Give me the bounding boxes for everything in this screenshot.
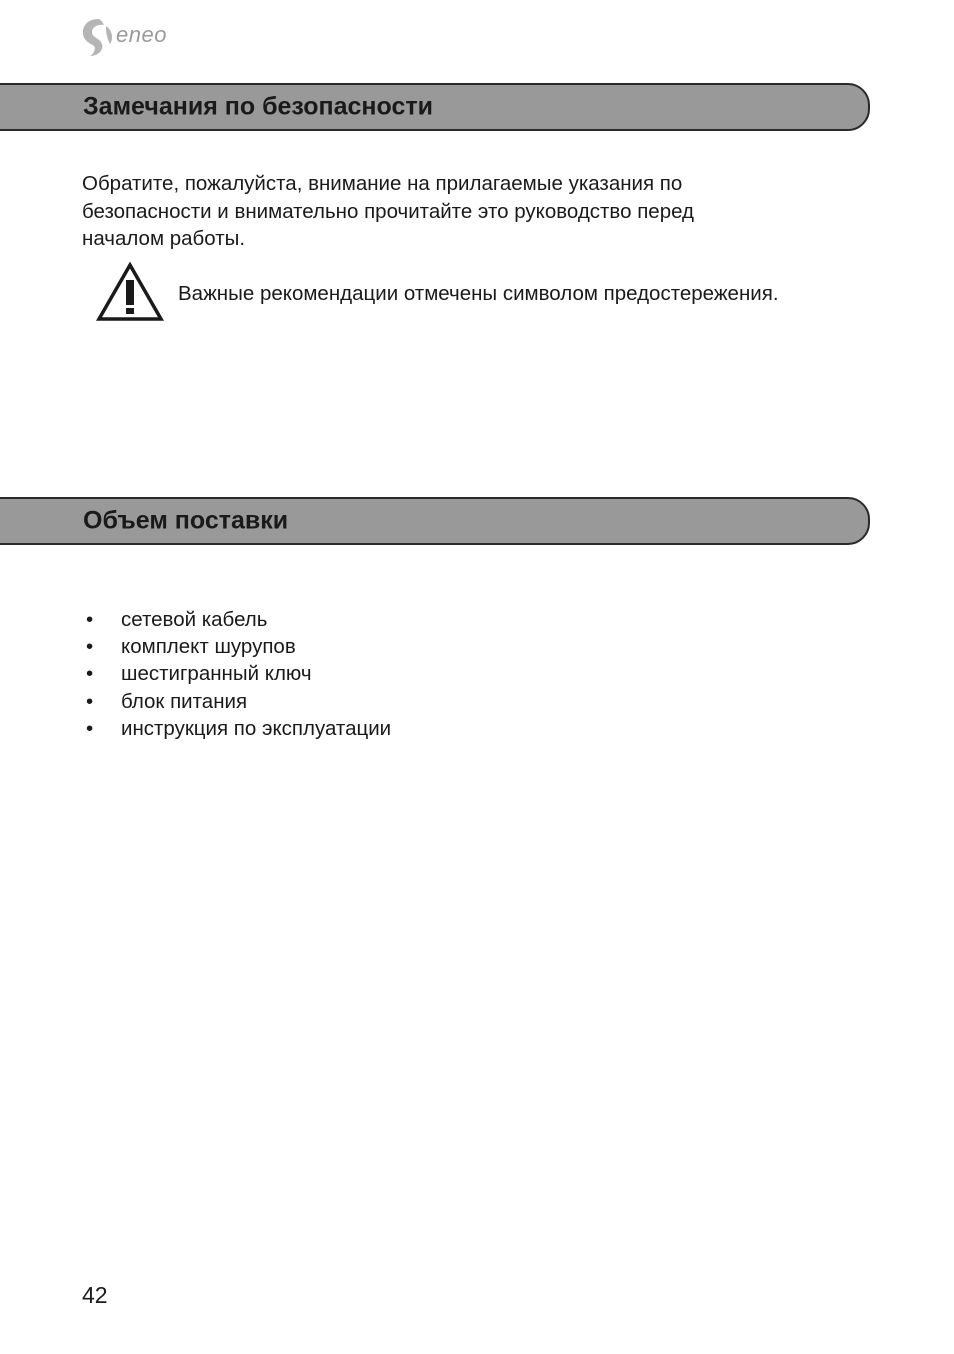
- warning-triangle-icon: [96, 262, 164, 322]
- delivery-list: [82, 606, 391, 742]
- section-title-safety: Замечания по безопасности: [83, 92, 433, 121]
- bullet: •: [86, 689, 94, 713]
- list-item-label: шестигранный ключ: [121, 662, 312, 686]
- section-title-delivery: Объем поставки: [83, 506, 289, 535]
- list-item-label: сетевой кабель: [121, 608, 268, 631]
- list-item: [82, 606, 391, 633]
- section-header-safety: [0, 83, 870, 131]
- page-number: 42: [82, 1282, 108, 1308]
- safety-intro-paragraph: [82, 170, 802, 253]
- list-item-label: блок питания: [121, 689, 248, 713]
- intro-line: Обратите, пожалуйста, внимание на прилагаемые указания по: [82, 172, 683, 195]
- list-item: [82, 633, 391, 660]
- list-item-label: комплект шурупов: [121, 635, 296, 659]
- warning-text: Важные рекомендации отмечены символом предостережения.: [178, 282, 779, 305]
- list-item: [82, 688, 391, 715]
- intro-line: началом работы.: [82, 227, 246, 250]
- logo-text: eneo: [116, 22, 167, 47]
- list-item: [82, 660, 391, 687]
- bullet: •: [86, 635, 94, 659]
- logo-swirl-icon: [80, 16, 116, 58]
- list-item-label: инструкция по эксплуатации: [121, 716, 392, 740]
- bullet: •: [86, 716, 94, 740]
- section-header-delivery: [0, 497, 870, 545]
- eneo-logo: [80, 16, 190, 60]
- list-item: [82, 715, 391, 742]
- intro-line: безопасности и внимательно прочитайте это руководство перед: [82, 199, 695, 223]
- bullet: •: [86, 662, 94, 686]
- bullet: •: [86, 608, 94, 631]
